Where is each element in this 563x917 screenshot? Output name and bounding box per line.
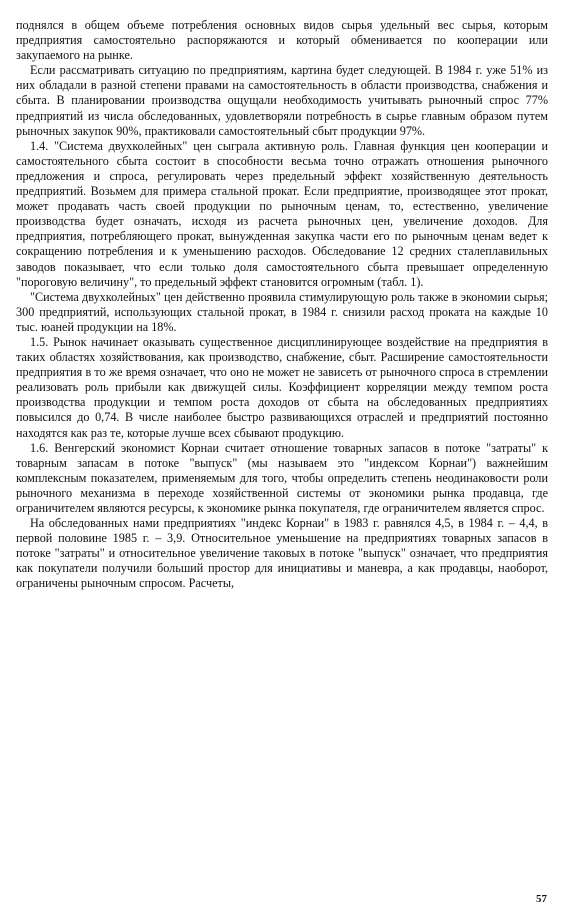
paragraph-enterprise-situation: Если рассматривать ситуацию по предприятиям, картина будет следующей. В 1984 г. уже 51% из них обладали в разной степени правами на самостоятельность в области производства, снабжения и сбыта. В планировании производства ощущали необходимость учитывать рыночный спрос 77% предприятий из числа обследованных, удовлетворяли потребность в сырье главным образом путем рыночных закупок 90%, практиковали самостоятельный сбыт продукции 97%. (16, 63, 548, 138)
paragraph-kornai-index: На обследованных нами предприятиях "индекс Корнаи" в 1983 г. равнялся 4,5, в 1984 г. – 4,4, в первой половине 1985 г. – 3,9. Относительное уменьшение на предприятиях товарных запасов в потоке "затраты" и относительное увеличение таковых в потоке "выпуск" означает, что предприятия как покупатели получили больший простор для инициативы и маневра, а как продавцы, наоборот, ограничены рыночным спросом. Расчеты, (16, 516, 548, 591)
page-number: 57 (536, 893, 547, 905)
page-text (16, 18, 548, 592)
paragraph-section-1-5: 1.5. Рынок начинает оказывать существенное дисциплинирующее воздействие на предприятия в таких областях хозяйствования, как производство, снабжение, сбыт. Расширение самостоятельности предприятия в то же время означает, что оно не может не зависеть от рыночного спроса в стремлении реализовать роль прибыли как движущей силы. Коэффициент корреляции между темпом роста производства продукции и темпом роста доходов от сбыта на обследованных предприятиях повысился до 0,74. В числе наиболее быстро развивающихся отраслей и предприятий постоянно находятся как раз те, которые лучше всех сбывают продукцию. (16, 334, 548, 440)
paragraph-section-1-4: 1.4. "Система двухколейных" цен сыграла активную роль. Главная функция цен кооперации и самостоятельного сбыта состоит в способности весьма точно отражать отношения рыночного предложения и спроса, регулировать через предельный эффект хозяйственную деятельность предприятий. Возьмем для примера стальной прокат. Если предприятие, производящее этот прокат, может продавать часть своей продукции по рыночным ценам, то, естественно, увеличение производства будет означать, исходя из расчета рыночных цен, увеличение доходов. Для предприятия, потребляющего прокат, вынужденная закупка части его по рыночным ценам ведет к сокращению потребления и к уменьшению расходов. Обследование 12 средних сталеплавильных заводов показывает, что если только доля самостоятельного сбыта превышает определенную "пороговую величину", то предельный эффект становится огромным (табл. 1). (16, 138, 548, 289)
paragraph-raw-material-savings: "Система двухколейных" цен действенно проявила стимулирующую роль также в экономии сырья; 300 предприятий, использующих стальной прокат, в 1984 г. снизили расход проката на каждые 10 тыс. юаней продукции на 18%. (16, 289, 548, 334)
paragraph-section-1-6: 1.6. Венгерский экономист Корнаи считает отношение товарных запасов в потоке "затраты" к товарным запасам в потоке "выпуск" (мы называем это "индексом Корнаи") важнейшим комплексным показателем, применяемым для того, чтобы определить степень неодинаковости роли рыночного механизма в переходе хозяйственной системы от экономики рынка продавца, где ограничителем являются ресурсы, к экономике рынка покупателя, где ограничителем является спрос. (16, 440, 548, 515)
paragraph-continuation: поднялся в общем объеме потребления основных видов сырья удельный вес сырья, которым предприятия самостоятельно распоряжаются и который обменивается по кооперации или закупаемого на рынке. (16, 18, 548, 63)
